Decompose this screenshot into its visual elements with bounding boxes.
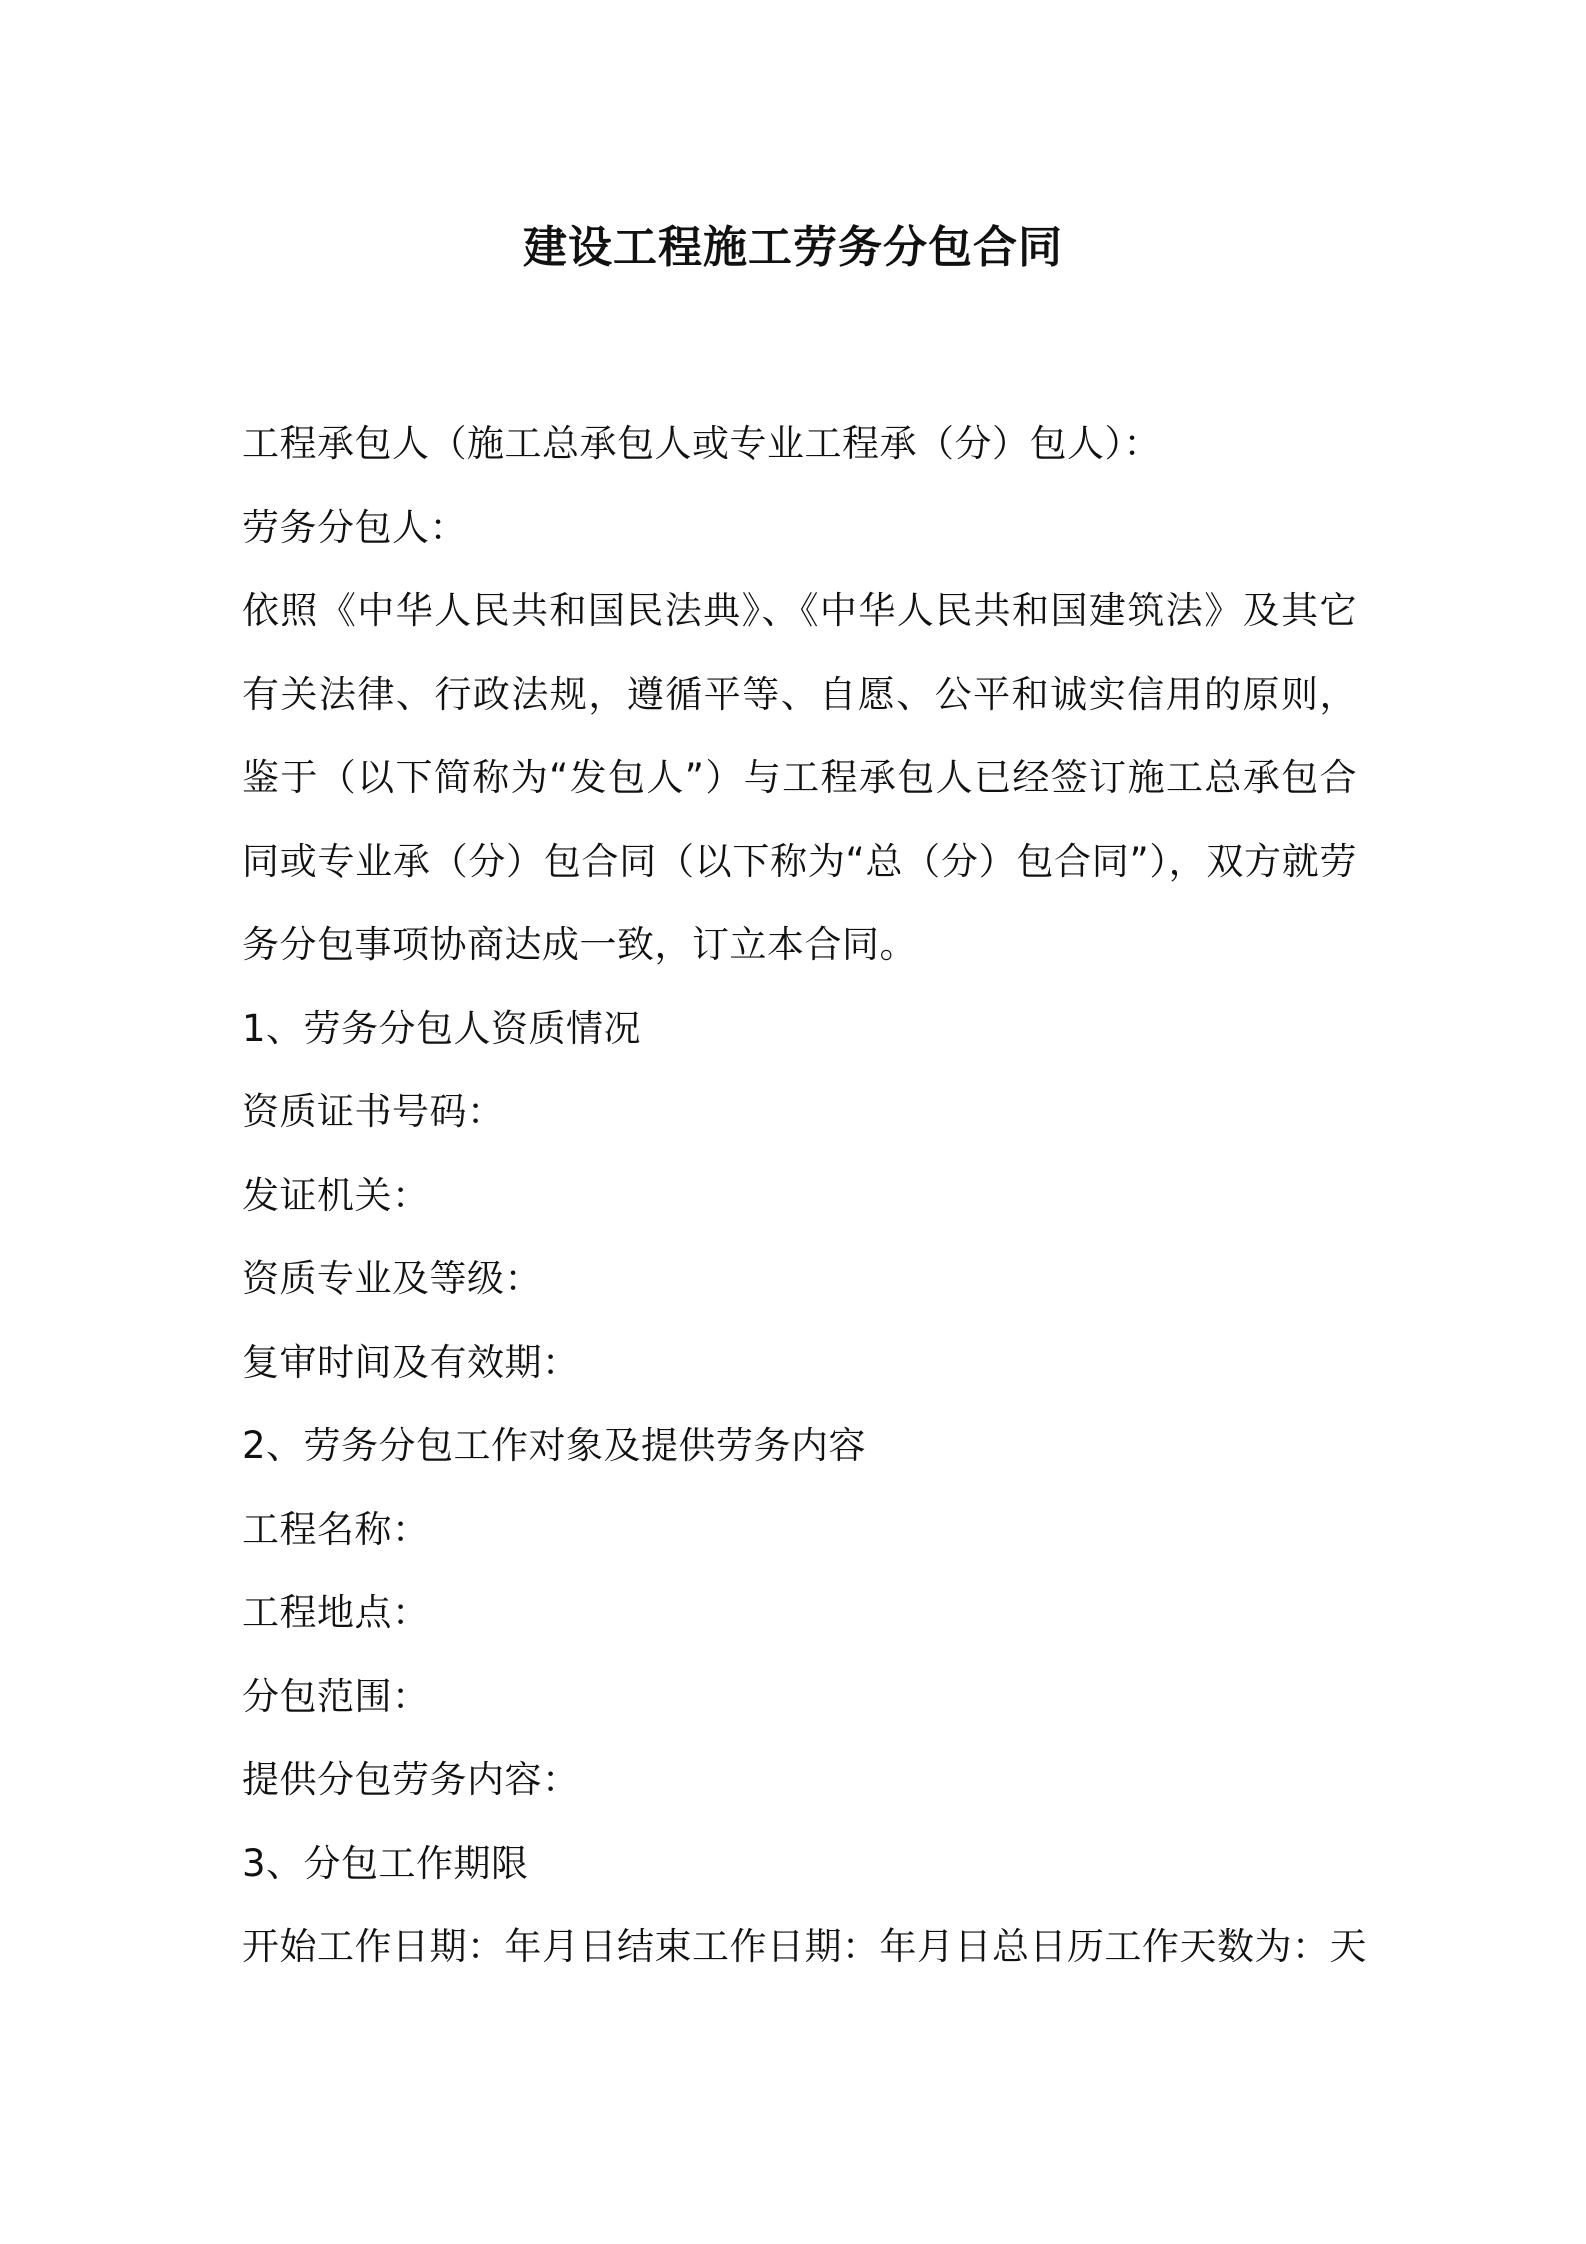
document-title: 建设工程施工劳务分包合同 [523, 222, 1063, 273]
field-issuing-authority: 发证机关： [242, 1173, 430, 1217]
preamble-paragraph: 依照《中华人民共和国民法典》、《中华人民共和国建筑法》及其它有关法律、行政法规，遵循平等、自愿、公平和诚实信用的原则，鉴于（以下简称为“发包人”）与工程承包人已经签订施工总承包合同或专业承（分）包合同（以下称为“总（分）包合同”），双方就劳务分包事项协商达成一致，订立本合同。 [242, 589, 1357, 966]
section-heading-work-period: 3、分包工作期限 [242, 1841, 529, 1885]
contract-body [242, 402, 1367, 1989]
field-project-name: 工程名称： [242, 1507, 430, 1551]
field-subcontract-scope: 分包范围： [242, 1674, 430, 1718]
field-review-validity: 复审时间及有效期： [242, 1340, 580, 1384]
contractor-line: 工程承包人（施工总承包人或专业工程承（分）包人）： [242, 422, 1161, 465]
subcontractor-line: 劳务分包人： [242, 505, 467, 549]
field-work-dates: 开始工作日期：年月日结束工作日期：年月日总日历工作天数为：天 [242, 1925, 1367, 1968]
field-project-location: 工程地点： [242, 1591, 430, 1634]
field-qualification-grade: 资质专业及等级： [242, 1257, 542, 1300]
section-heading-work-scope: 2、劳务分包工作对象及提供劳务内容 [242, 1424, 867, 1467]
section-heading-qualification: 1、劳务分包人资质情况 [242, 1006, 642, 1050]
field-labor-content: 提供分包劳务内容： [242, 1758, 580, 1801]
field-certificate-number: 资质证书号码： [242, 1090, 505, 1133]
